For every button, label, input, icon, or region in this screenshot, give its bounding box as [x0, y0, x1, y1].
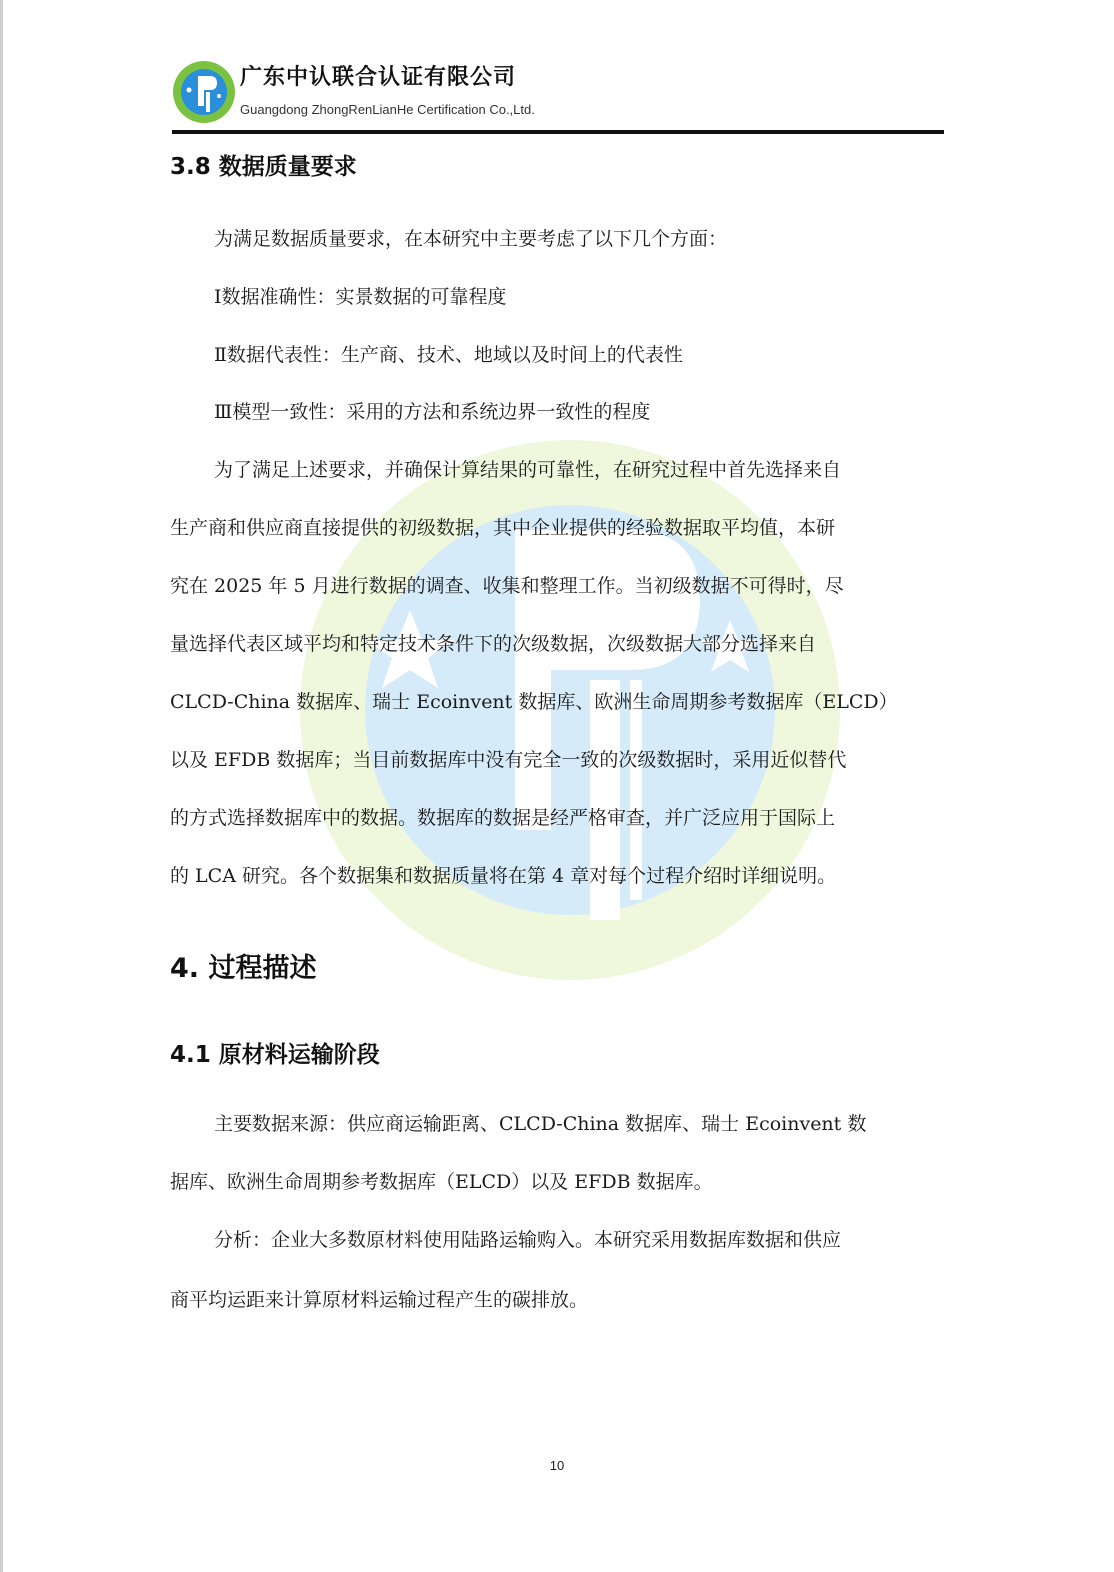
body-line: 据库、欧洲生命周期参考数据库（ELCD）以及 EFDB 数据库。 — [170, 1171, 713, 1193]
section-4-1-title: 4.1 原材料运输阶段 — [170, 1042, 380, 1068]
body-line: CLCD-China 数据库、瑞士 Ecoinvent 数据库、欧洲生命周期参考数据库（ELCD） — [170, 691, 898, 713]
body-line: 生产商和供应商直接提供的初级数据，其中企业提供的经验数据取平均值，本研 — [170, 517, 836, 539]
header-divider — [172, 130, 944, 134]
company-logo-icon — [172, 60, 236, 124]
body-line: 主要数据来源：供应商运输距离、CLCD-China 数据库、瑞士 Ecoinvent 数 — [214, 1113, 867, 1135]
quality-item-consistency: Ⅲ模型一致性：采用的方法和系统边界一致性的程度 — [214, 401, 651, 423]
company-name-cn: 广东中认联合认证有限公司 — [240, 65, 517, 90]
section-3-8-title: 3.8 数据质量要求 — [170, 154, 357, 180]
quality-item-accuracy: Ⅰ数据准确性：实景数据的可靠程度 — [214, 286, 507, 308]
body-line: 分析：企业大多数原材料使用陆路运输购入。本研究采用数据库数据和供应 — [214, 1229, 842, 1251]
page-number: 10 — [549, 1458, 565, 1473]
company-name-en: Guangdong ZhongRenLianHe Certification Co.,Ltd. — [240, 102, 535, 117]
body-line: 的方式选择数据库中的数据。数据库的数据是经严格审查，并广泛应用于国际上 — [170, 807, 836, 829]
body-line: 量选择代表区域平均和特定技术条件下的次级数据，次级数据大部分选择来自 — [170, 633, 817, 655]
section-3-8-intro: 为满足数据质量要求，在本研究中主要考虑了以下几个方面： — [214, 228, 728, 250]
body-line: 究在 2025 年 5 月进行数据的调查、收集和整理工作。当初级数据不可得时，尽 — [170, 575, 844, 597]
letterhead — [172, 56, 944, 136]
page-edge — [0, 0, 3, 1572]
body-line: 以及 EFDB 数据库；当目前数据库中没有完全一致的次级数据时，采用近似替代 — [170, 749, 847, 771]
watermark-logo — [290, 410, 850, 1050]
quality-item-representativeness: Ⅱ数据代表性：生产商、技术、地域以及时间上的代表性 — [214, 344, 683, 366]
body-line: 商平均运距来计算原材料运输过程产生的碳排放。 — [170, 1289, 589, 1311]
body-line: 的 LCA 研究。各个数据集和数据质量将在第 4 章对每个过程介绍时详细说明。 — [170, 865, 837, 887]
body-line: 为了满足上述要求，并确保计算结果的可靠性，在研究过程中首先选择来自 — [214, 459, 842, 481]
section-4-title: 4. 过程描述 — [170, 953, 317, 984]
